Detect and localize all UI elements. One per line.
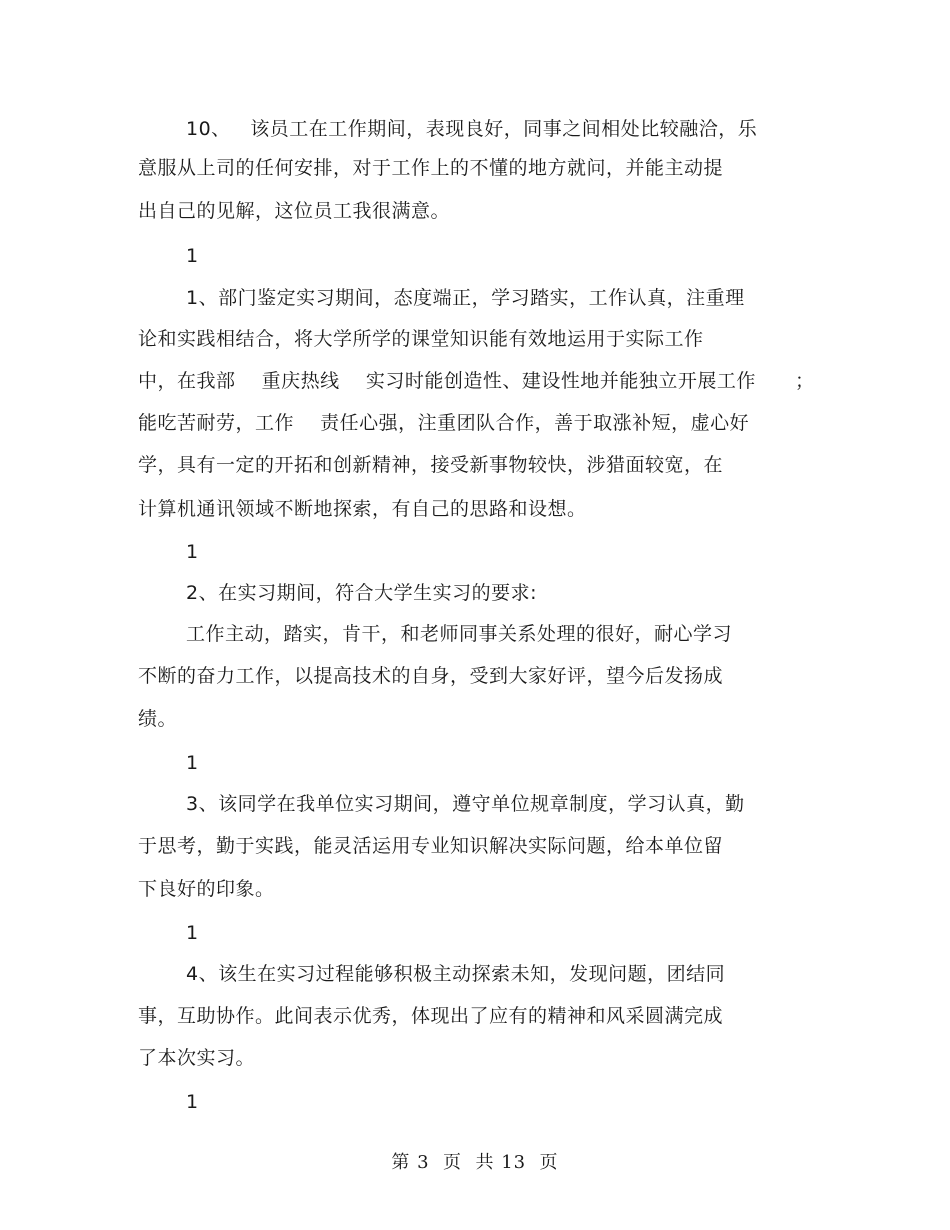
paragraph-line: 1、部门鉴定实习期间，态度端正，学习踏实，工作认真，注重理 [186, 287, 745, 309]
paragraph-line: 了本次实习。 [138, 1047, 256, 1069]
paragraph-line: 论和实践相结合，将大学所学的课堂知识能有效地运用于实际工作 [138, 328, 704, 350]
paragraph-line: 计算机通讯领域不断地探索，有自己的思路和设想。 [138, 498, 587, 520]
paragraph-line: 4、该生在实习过程能够积极主动探索未知，发现问题，团结同 [186, 963, 726, 985]
paragraph-line: 2、在实习期间，符合大学生实习的要求: [186, 582, 537, 604]
paragraph-line: 意服从上司的任何安排，对于工作上的不懂的地方就问，并能主动提 [138, 157, 724, 179]
paragraph-line: 不断的奋力工作，以提高技术的自身，受到大家好评，望今后发扬成 [138, 665, 724, 687]
paragraph-line: 学，具有一定的开拓和创新精神，接受新事物较快，涉猎面较宽，在 [138, 454, 724, 476]
paragraph-line: 工作主动，踏实，肯干，和老师同事关系处理的很好，耐心学习 [186, 623, 733, 645]
paragraph-line: 绩。 [138, 708, 178, 730]
page-number-marker: 1 [186, 752, 199, 774]
page-number-marker: 1 [186, 922, 199, 944]
paragraph-line: 3、该同学在我单位实习期间，遵守单位规章制度，学习认真，勤 [186, 793, 745, 815]
paragraph-line: 能吃苦耐劳，工作 责任心强，注重团队合作，善于取涨补短，虚心好 [138, 412, 750, 434]
page-footer: 第 3 页 共 13 页 [391, 1152, 559, 1173]
paragraph-line: 中，在我部 重庆热线 实习时能创造性、建设性地并能独立开展工作 ； [138, 370, 815, 392]
page-number-marker: 1 [186, 1091, 199, 1113]
page-number-marker: 1 [186, 541, 199, 563]
paragraph-line: 10、 该员工在工作期间，表现良好，同事之间相处比较融洽，乐 [186, 118, 758, 140]
paragraph-line: 于思考，勤于实践，能灵活运用专业知识解决实际问题，给本单位留 [138, 835, 724, 857]
paragraph-line: 下良好的印象。 [138, 878, 275, 900]
page-number-marker: 1 [186, 245, 199, 267]
paragraph-line: 出自己的见解，这位员工我很满意。 [138, 200, 451, 222]
paragraph-line: 事，互助协作。此间表示优秀，体现出了应有的精神和风采圆满完成 [138, 1005, 724, 1027]
